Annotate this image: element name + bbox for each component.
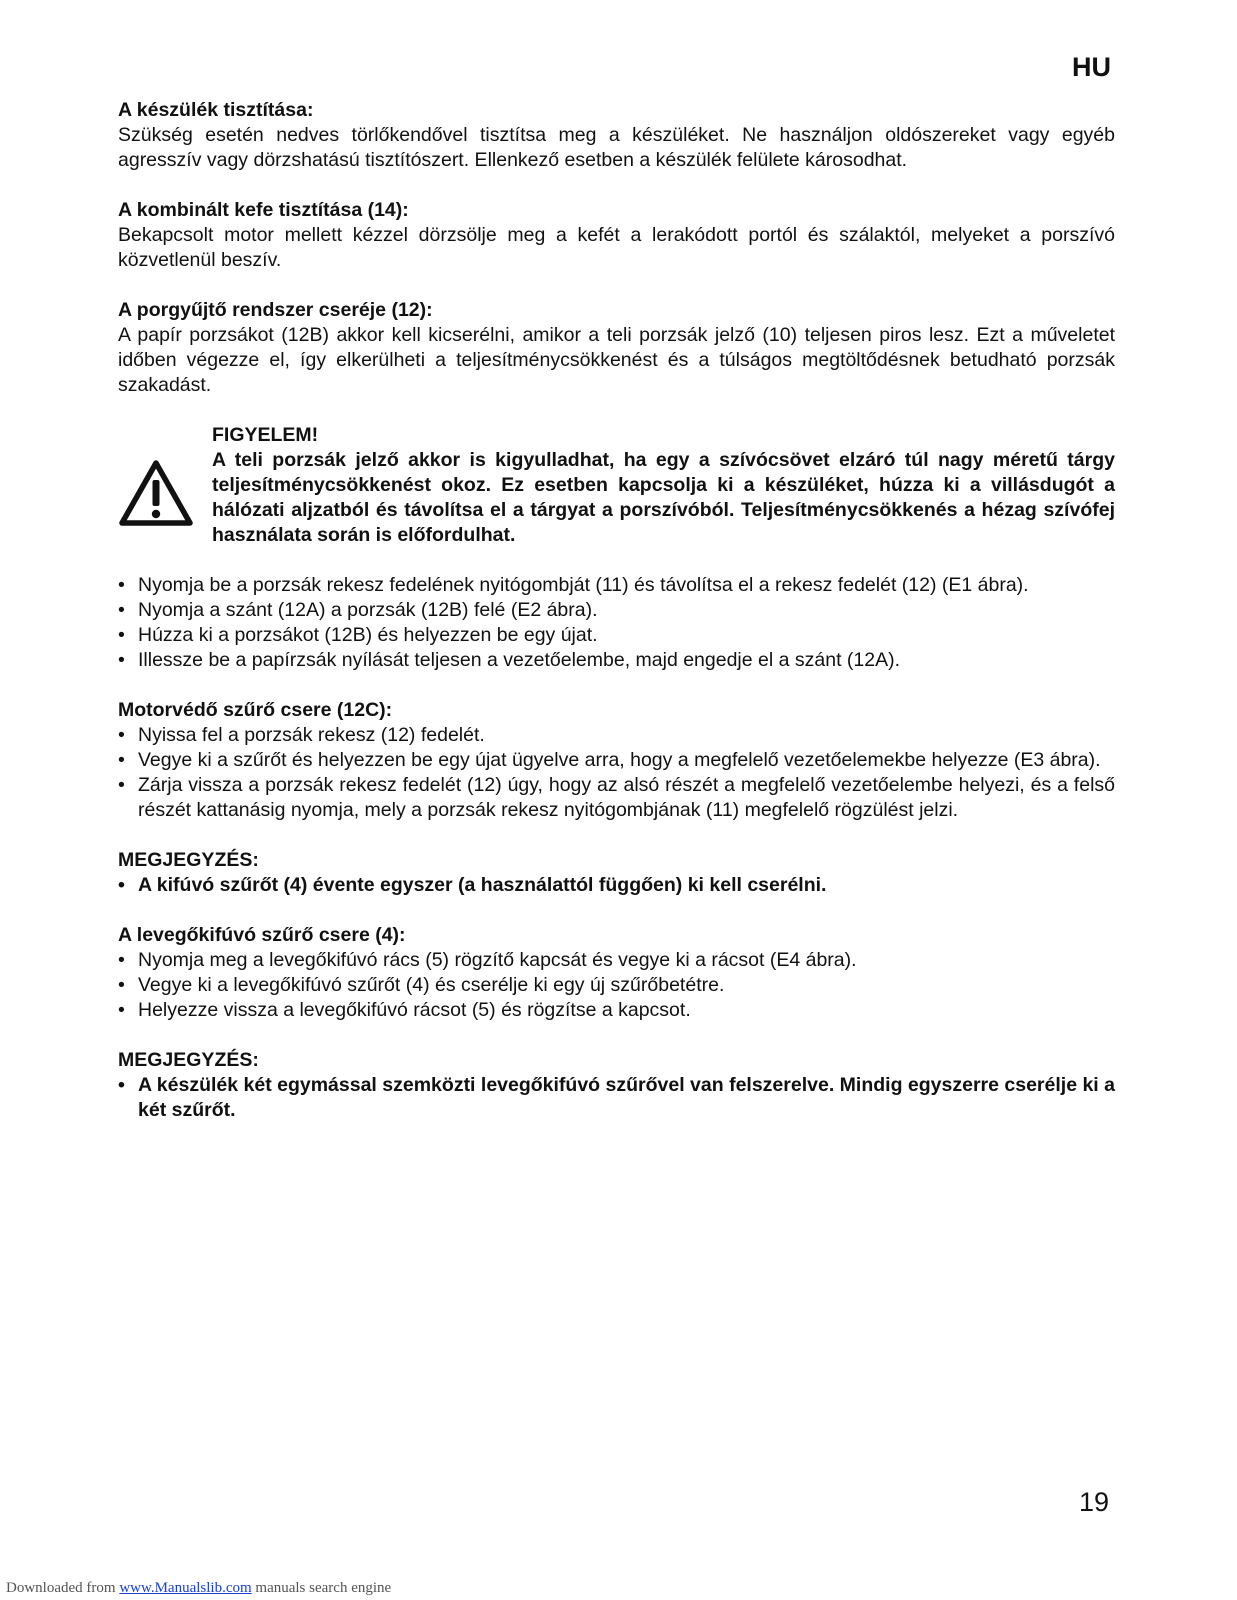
section-dust-system	[118, 298, 1115, 398]
list-item	[118, 948, 1115, 973]
list-item	[118, 1073, 1115, 1123]
bullet: •	[118, 624, 125, 646]
note-1	[118, 848, 1115, 898]
warning-text: A teli porzsák jelző akkor is kigyulladhat, ha egy a szívócsövet elzáró túl nagy méretű tárgy teljesítménycsökkenést okoz. Ez esetben kapcsolja ki a készüléket, húzza ki a villásdugót a hálózati aljzatból és távolítsa el a tárgyat a porszívóból. Teljesítménycsökkenés a hézag szívófej használata során is előfordulhat.	[212, 449, 1115, 546]
bullet: •	[118, 574, 125, 596]
section-title: A készülék tisztítása:	[118, 99, 314, 121]
section-bag-steps	[118, 573, 1115, 673]
note-2	[118, 1048, 1115, 1123]
list-item-text: Nyomja a szánt (12A) a porzsák (12B) felé (E2 ábra).	[138, 599, 598, 621]
list-item	[118, 773, 1115, 823]
bullet: •	[118, 1074, 125, 1096]
section-title: A porgyűjtő rendszer cseréje (12):	[118, 299, 433, 321]
page-number: 19	[1078, 1487, 1109, 1517]
bullet: •	[118, 649, 125, 671]
section-text: A papír porzsákot (12B) akkor kell kicserélni, amikor a teli porzsák jelző (10) teljesen piros lesz. Ezt a műveletet időben végezze el, így elkerülheti a teljesítménycsökkenést és a túlságos megtöltődésnek betudható porzsák szakadást.	[118, 324, 1115, 396]
bullet: •	[118, 599, 125, 621]
list-item	[118, 598, 1115, 623]
bullet: •	[118, 949, 125, 971]
list-item-text: A készülék két egymással szemközti levegőkifúvó szűrővel van felszerelve. Mindig egyszerre cserélje ki a két szűrőt.	[138, 1074, 1115, 1121]
bullet: •	[118, 724, 125, 746]
list-item	[118, 998, 1115, 1023]
note-title: MEGJEGYZÉS:	[118, 1049, 259, 1071]
warning-triangle-icon	[118, 458, 194, 528]
section-text: Bekapcsolt motor mellett kézzel dörzsölje meg a kefét a lerakódott portól és szálaktól, melyeket a porszívó közvetlenül beszív.	[118, 224, 1115, 271]
download-footer	[6, 1580, 391, 1597]
list-item-text: Nyomja meg a levegőkifúvó rács (5) rögzítő kapcsát és vegye ki a rácsot (E4 ábra).	[138, 949, 857, 971]
note-title: MEGJEGYZÉS:	[118, 849, 259, 871]
list-item	[118, 623, 1115, 648]
section-title: A kombinált kefe tisztítása (14):	[118, 199, 409, 221]
list-item	[118, 873, 1115, 898]
list-item	[118, 748, 1115, 773]
list-item	[118, 723, 1115, 748]
list-item-text: Vegye ki a szűrőt és helyezzen be egy újat ügyelve arra, hogy a megfelelő vezetőelemekbe helyezze (E3 ábra).	[138, 749, 1101, 771]
page-content	[118, 98, 1115, 1148]
section-title: A levegőkifúvó szűrő csere (4):	[118, 924, 406, 946]
bullet: •	[118, 749, 125, 771]
warning-title: FIGYELEM!	[212, 424, 319, 446]
section-text: Szükség esetén nedves törlőkendővel tisztítsa meg a készüléket. Ne használjon oldószereket vagy egyéb agresszív vagy dörzshatású tisztítószert. Ellenkező esetben a készülék felülete károsodhat.	[118, 124, 1115, 171]
bullet: •	[118, 974, 125, 996]
footer-suffix: manuals search engine	[251, 1580, 392, 1596]
bullet: •	[118, 999, 125, 1021]
list-item	[118, 648, 1115, 673]
manualslib-link[interactable]: www.Manualslib.com	[119, 1580, 252, 1596]
list-item	[118, 973, 1115, 998]
list-item-text: A kifúvó szűrőt (4) évente egyszer (a használattól függően) ki kell cserélni.	[138, 874, 827, 896]
list-item-text: Vegye ki a levegőkifúvó szűrőt (4) és cserélje ki egy új szűrőbetétre.	[138, 974, 725, 996]
section-motor-filter	[118, 698, 1115, 823]
list-item-text: Helyezze vissza a levegőkifúvó rácsot (5) és rögzítse a kapcsot.	[138, 999, 691, 1021]
language-code: HU	[1072, 52, 1111, 82]
bullet: •	[118, 774, 125, 796]
list-item-text: Illessze be a papírzsák nyílását teljesen a vezetőelembe, majd engedje el a szánt (12A).	[138, 649, 901, 671]
bullet: •	[118, 874, 125, 896]
list-item-text: Zárja vissza a porzsák rekesz fedelét (12) úgy, hogy az alsó részét a megfelelő vezetőelembe helyezi, és a felső részét kattanásig nyomja, mely a porzsák rekesz nyitógombjának (11) megfelelő rögzülést jelzi.	[138, 774, 1115, 821]
section-title: Motorvédő szűrő csere (12C):	[118, 699, 393, 721]
footer-prefix: Downloaded from	[6, 1580, 120, 1596]
list-item-text: Nyissa fel a porzsák rekesz (12) fedelét.	[138, 724, 485, 746]
section-exhaust-filter	[118, 923, 1115, 1023]
list-item-text: Húzza ki a porzsákot (12B) és helyezzen be egy újat.	[138, 624, 598, 646]
list-item-text: Nyomja be a porzsák rekesz fedelének nyitógombját (11) és távolítsa el a rekesz fedelét (12) (E1 ábra).	[138, 574, 1029, 596]
warning-box	[118, 423, 1115, 548]
list-item	[118, 573, 1115, 598]
section-device-cleaning	[118, 98, 1115, 173]
section-brush-cleaning	[118, 198, 1115, 273]
